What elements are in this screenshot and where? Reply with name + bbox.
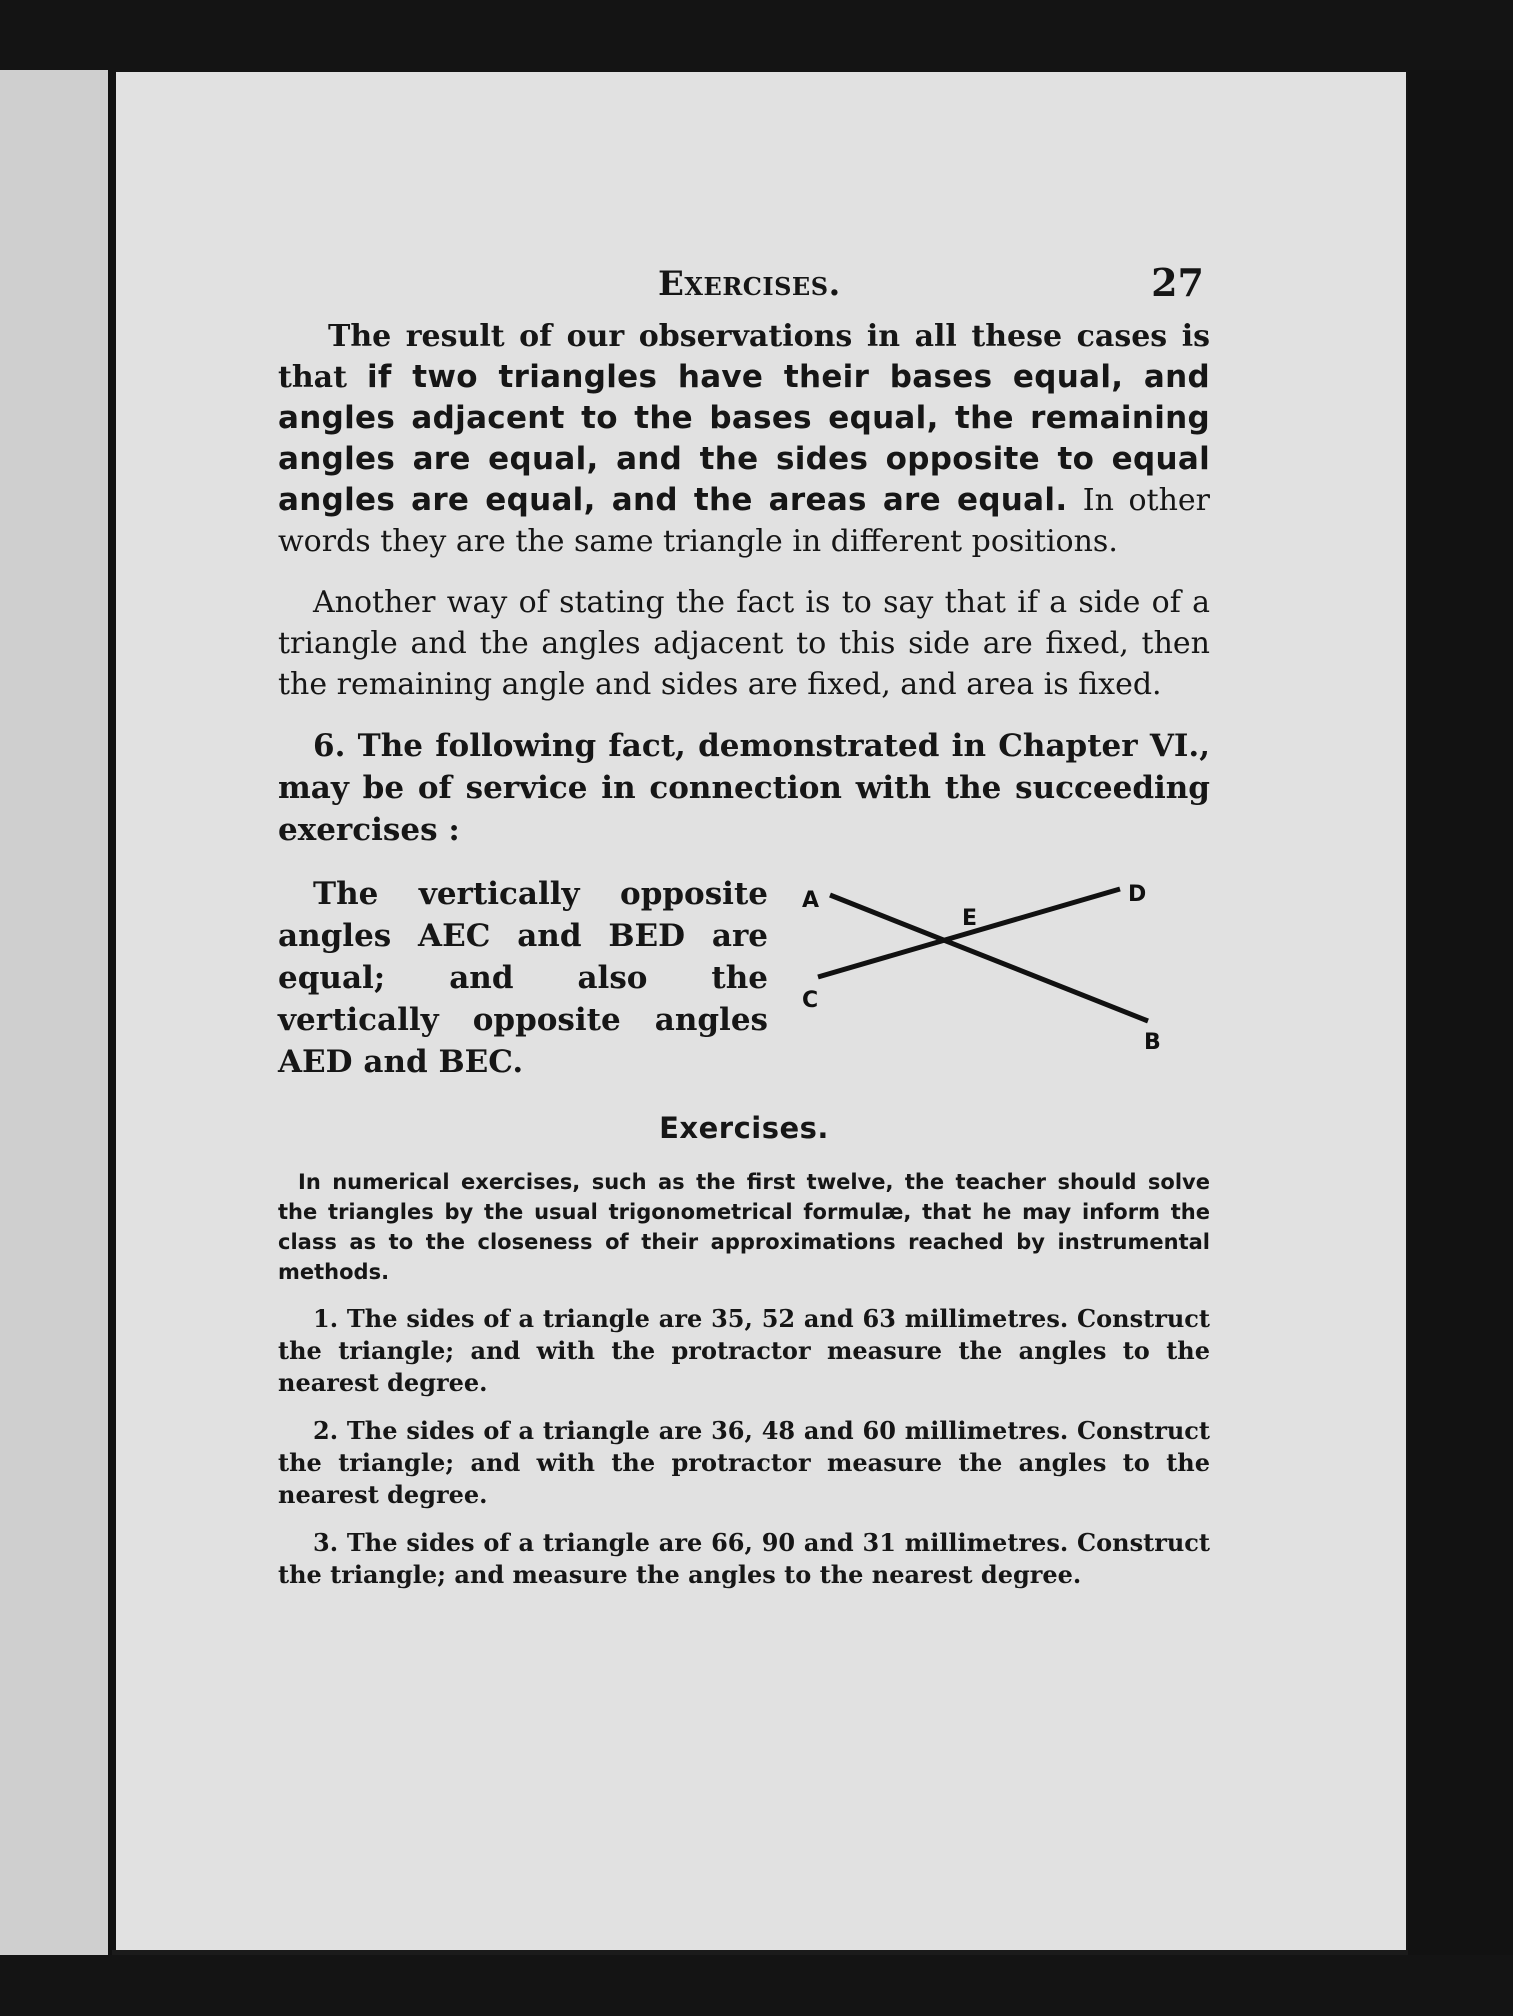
label-b: B [1144, 1030, 1161, 1055]
page-content [278, 260, 1210, 1591]
result-tail: In other words they are the same triangle in different positions. [278, 483, 1210, 559]
line-c-d [818, 889, 1120, 977]
label-d: D [1128, 882, 1147, 907]
result-intro: The result of our observations in all these cases is that [278, 319, 1210, 395]
scan-bottom-border [0, 1955, 1513, 2016]
running-title: Exercises. [658, 264, 841, 304]
figure-row [278, 873, 1210, 1080]
scan-top-border [0, 0, 1513, 78]
exercise-item: 1. The sides of a triangle are 35, 52 and 63 millimetres. Construct the triangle; and with the protractor measure the angles to the nearest degree. [278, 1304, 1210, 1397]
paragraph-result [278, 316, 1210, 562]
vertical-angles-statement: The vertically opposite angles AEC and BED are equal; and also the vertically opposite angles AED and BEC. [278, 876, 768, 1080]
label-a: A [802, 888, 820, 913]
facing-page-edge [0, 70, 112, 1970]
exercise-item: 3. The sides of a triangle are 66, 90 and 31 millimetres. Construct the triangle; and measure the angles to the nearest degree. [278, 1528, 1210, 1589]
scan-right-border [1408, 70, 1513, 2016]
vertical-angles-diagram [788, 873, 1188, 1073]
label-e: E [962, 906, 978, 931]
exercise-item: 2. The sides of a triangle are 36, 48 and 60 millimetres. Construct the triangle; and with the protractor measure the angles to the nearest degree. [278, 1416, 1210, 1509]
binding-shadow [108, 70, 116, 1970]
exercises-note: In numerical exercises, such as the first twelve, the teacher should solve the triangles by the usual trigonometrical formulæ, that he may inform the class as to the closeness of their approximations reached by instrumental methods. [278, 1170, 1210, 1284]
label-c: C [802, 988, 819, 1013]
running-head [278, 260, 1210, 316]
exercises-heading: Exercises. [659, 1111, 829, 1145]
result-bold-statement: if two triangles have their bases equal, and angles adjacent to the bases equal, the remaining angles are equal, and the sides opposite to equal angles are equal, and the areas are equal. [278, 359, 1211, 518]
paragraph-another-way: Another way of stating the fact is to say that if a side of a triangle and the angles adjacent to this side are fixed, then the remaining angle and sides are fixed, and area is fixed. [278, 585, 1210, 702]
page-number: 27 [1151, 260, 1204, 305]
paragraph-fact-six: 6. The following fact, demonstrated in Chapter VI., may be of service in connection with the succeeding exercises : [278, 728, 1210, 848]
